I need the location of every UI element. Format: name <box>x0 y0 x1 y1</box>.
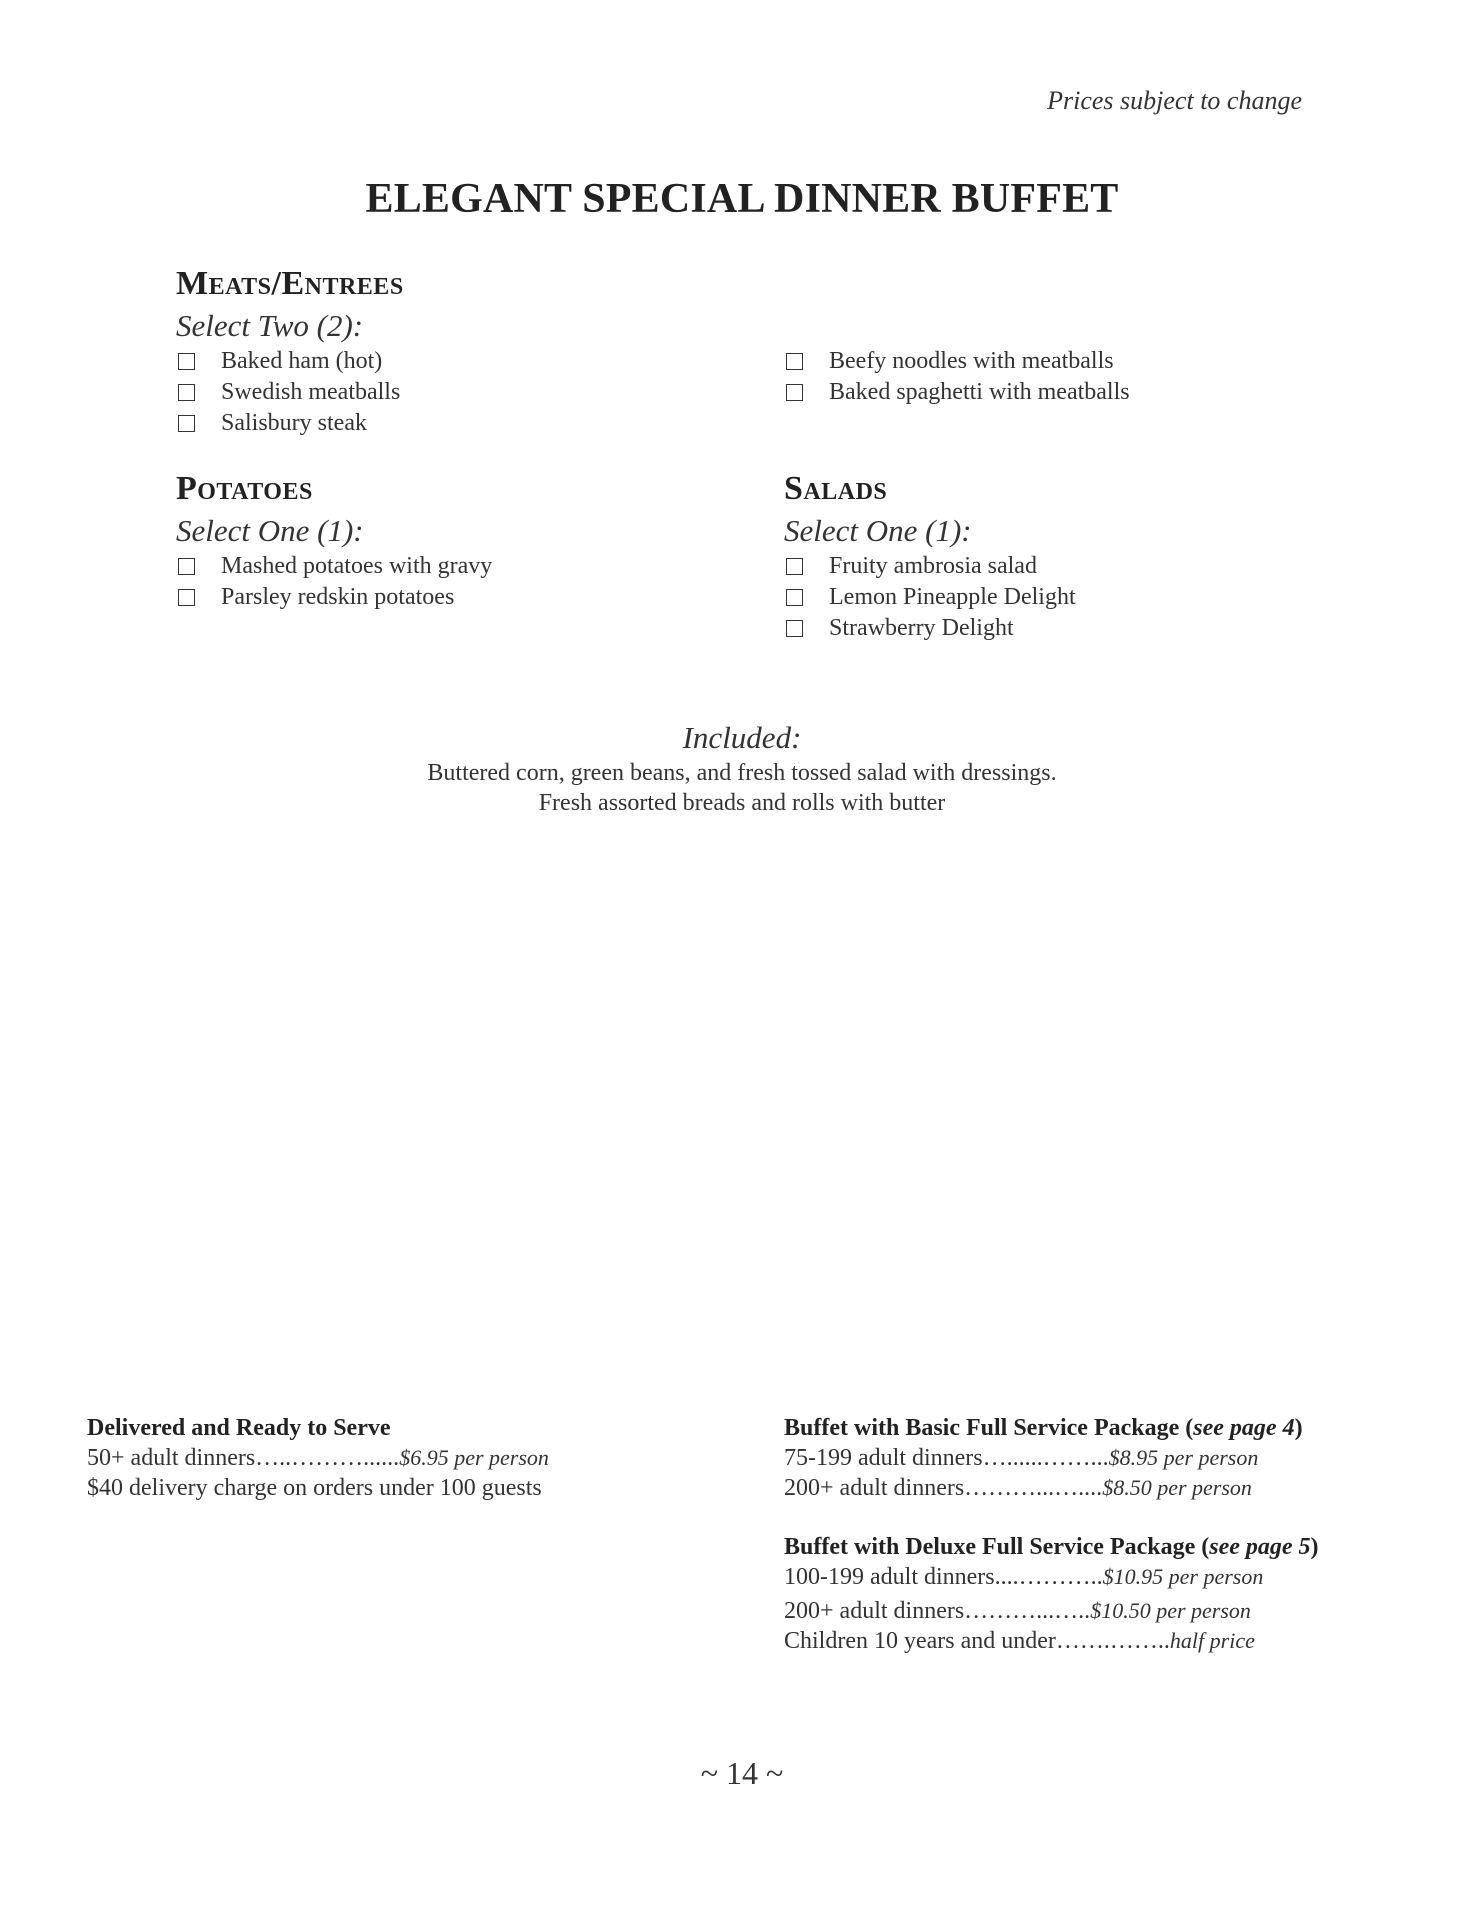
price-line <box>784 1443 1303 1473</box>
included-label: Included: <box>682 720 802 755</box>
page-number: ~ 14 ~ <box>700 1755 784 1791</box>
salads-heading: Salads <box>784 470 888 507</box>
price-notice: Prices subject to change <box>1047 86 1302 115</box>
list-item[interactable] <box>176 377 400 408</box>
price-line-text: 200+ adult dinners………...….... <box>784 1475 1103 1501</box>
price-line <box>87 1443 549 1473</box>
meats-list-col2 <box>784 346 1130 408</box>
checkbox[interactable] <box>786 558 803 575</box>
checkbox[interactable] <box>178 353 195 370</box>
list-item[interactable] <box>176 346 400 377</box>
delivered-heading: Delivered and Ready to Serve <box>87 1415 391 1441</box>
price-line-text: 200+ adult dinners………...….. <box>784 1598 1091 1624</box>
price-line <box>784 1626 1319 1656</box>
list-item[interactable] <box>784 377 1130 408</box>
price-value: $8.95 per person <box>1108 1445 1259 1470</box>
price-line-text: 50+ adult dinners…..………...... <box>87 1445 400 1471</box>
price-value: $8.50 per person <box>1102 1475 1252 1500</box>
delivered-pricing <box>87 1413 549 1503</box>
included-line: Fresh assorted breads and rolls with butter <box>538 790 946 816</box>
option-label: Swedish meatballs <box>221 379 401 405</box>
list-item[interactable] <box>176 408 400 439</box>
option-label: Salisbury steak <box>221 410 367 436</box>
list-item[interactable] <box>784 551 1076 582</box>
delivery-charge-note: $40 delivery charge on orders under 100 guests <box>87 1475 542 1501</box>
checkbox[interactable] <box>786 589 803 606</box>
potatoes-select-instruction: Select One (1): <box>176 513 364 548</box>
list-item[interactable] <box>176 582 492 613</box>
price-value: $10.50 per person <box>1090 1598 1251 1623</box>
basic-service-heading: Buffet with Basic Full Service Package (see page 4) <box>784 1415 1303 1441</box>
meats-heading: Meats/Entrees <box>176 265 404 302</box>
option-label: Fruity ambrosia salad <box>829 553 1037 579</box>
meats-list-col1 <box>176 346 400 439</box>
list-item[interactable] <box>784 613 1076 644</box>
salads-select-instruction: Select One (1): <box>784 513 972 548</box>
option-label: Strawberry Delight <box>829 615 1014 641</box>
option-label: Parsley redskin potatoes <box>221 584 455 610</box>
meats-select-instruction: Select Two (2): <box>176 308 364 343</box>
checkbox[interactable] <box>178 558 195 575</box>
potatoes-list <box>176 551 492 613</box>
price-line-text: 100-199 adult dinners....……….. <box>784 1564 1103 1590</box>
price-value: $10.95 per person <box>1102 1564 1264 1589</box>
option-label: Baked spaghetti with meatballs <box>829 379 1130 405</box>
checkbox[interactable] <box>786 620 803 637</box>
page-title: ELEGANT SPECIAL DINNER BUFFET <box>365 176 1119 222</box>
checkbox[interactable] <box>786 353 803 370</box>
option-label: Beefy noodles with meatballs <box>829 348 1114 374</box>
deluxe-service-pricing <box>784 1532 1319 1656</box>
salads-list <box>784 551 1076 644</box>
page-reference: see page 4 <box>1193 1415 1295 1441</box>
deluxe-service-heading: Buffet with Deluxe Full Service Package (see page 5) <box>784 1534 1319 1560</box>
option-label: Baked ham (hot) <box>221 348 383 374</box>
checkbox[interactable] <box>178 415 195 432</box>
price-line-text: 75-199 adult dinners…......……... <box>784 1445 1109 1471</box>
price-value: $6.95 per person <box>399 1445 549 1470</box>
list-item[interactable] <box>176 551 492 582</box>
option-label: Lemon Pineapple Delight <box>829 584 1076 610</box>
price-value: half price <box>1169 1628 1255 1653</box>
checkbox[interactable] <box>178 384 195 401</box>
list-item[interactable] <box>784 346 1130 377</box>
basic-service-pricing <box>784 1413 1303 1503</box>
checkbox[interactable] <box>178 589 195 606</box>
checkbox[interactable] <box>786 384 803 401</box>
price-line-text: Children 10 years and under…….…….. <box>784 1628 1170 1654</box>
included-line: Buttered corn, green beans, and fresh tossed salad with dressings. <box>427 760 1057 786</box>
potatoes-heading: Potatoes <box>176 470 313 507</box>
price-line <box>784 1596 1319 1626</box>
option-label: Mashed potatoes with gravy <box>221 553 493 579</box>
page-reference: see page 5 <box>1209 1534 1311 1560</box>
price-line <box>784 1473 1303 1503</box>
price-line <box>784 1562 1319 1592</box>
included-section <box>0 720 1484 818</box>
list-item[interactable] <box>784 582 1076 613</box>
